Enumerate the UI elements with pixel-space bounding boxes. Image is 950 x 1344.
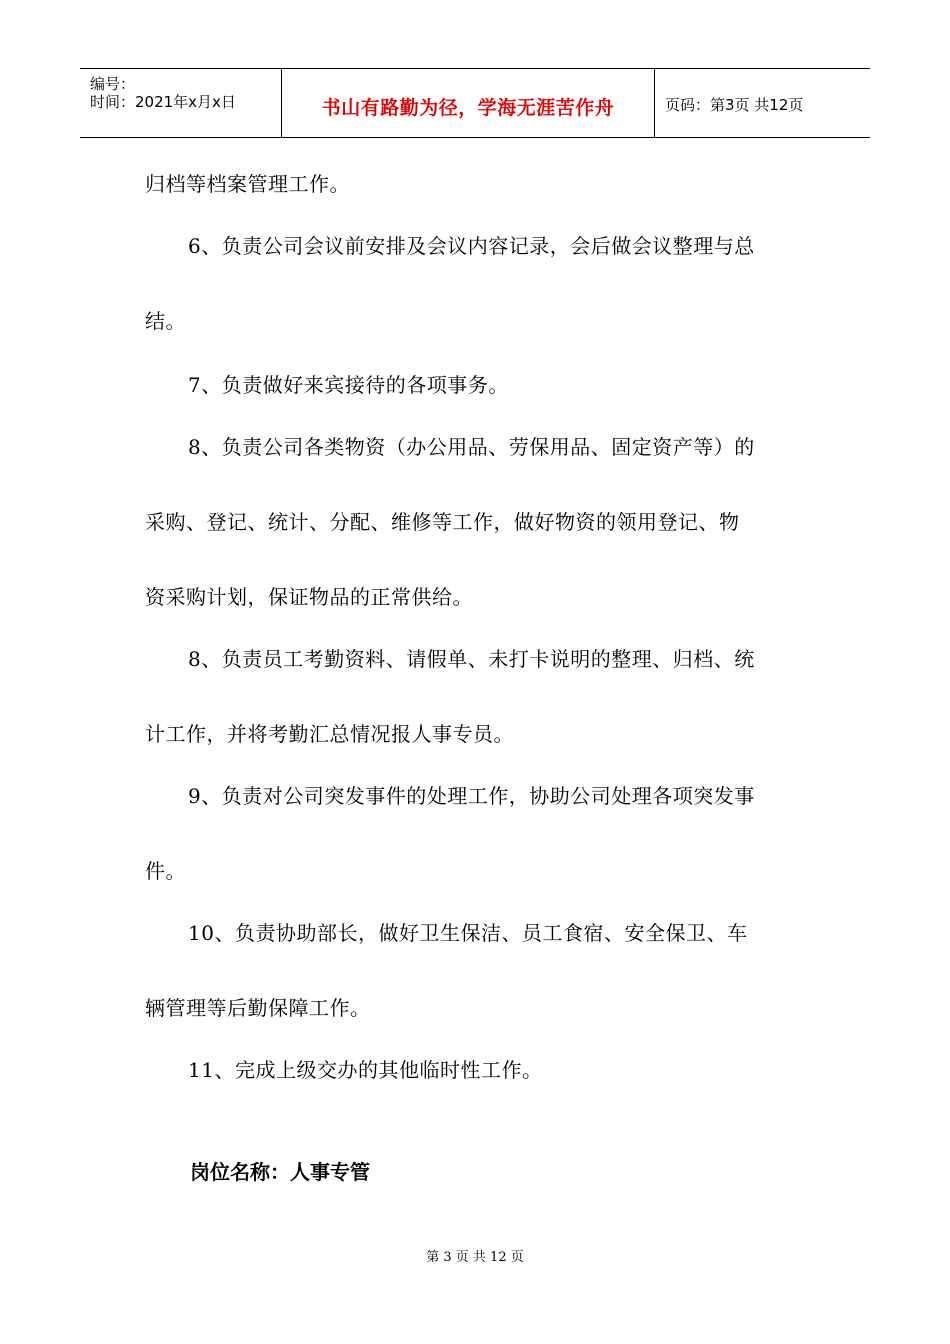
body-line: 8、负责公司各类物资（办公用品、劳保用品、固定资产等）的 (188, 435, 755, 459)
body-line: 资采购计划，保证物品的正常供给。 (145, 585, 473, 609)
body-line: 8、负责员工考勤资料、请假单、未打卡说明的整理、归档、统 (188, 647, 755, 671)
header-page-cell (655, 69, 870, 137)
body-line: 归档等档案管理工作。 (145, 172, 350, 196)
body-line: 结。 (145, 309, 186, 333)
body-line: 11、完成上级交办的其他临时性工作。 (188, 1058, 543, 1082)
document-number-label: 编号： (90, 75, 136, 93)
body-line: 辆管理等后勤保障工作。 (145, 996, 371, 1020)
page-footer: 第 3 页 共 12 页 (426, 1250, 524, 1265)
body-line: 9、负责对公司突发事件的处理工作，协助公司处理各项突发事 (188, 784, 755, 808)
header-meta-cell (80, 69, 282, 137)
header-motto-cell (282, 69, 655, 137)
header-page-number: 页码：第3页 共12页 (665, 96, 804, 114)
body-line: 件。 (145, 859, 186, 883)
body-line: 计工作，并将考勤汇总情况报人事专员。 (145, 722, 514, 746)
body-line: 6、负责公司会议前安排及会议内容记录，会后做会议整理与总 (188, 234, 755, 258)
document-date-label: 时间：2021年x月x日 (90, 93, 236, 111)
body-line: 7、负责做好来宾接待的各项事务。 (188, 373, 509, 397)
section-heading: 岗位名称：人事专管 (190, 1160, 370, 1184)
page-header (80, 68, 870, 138)
body-line: 采购、登记、统计、分配、维修等工作，做好物资的领用登记、物 (145, 510, 740, 534)
header-motto: 书山有路勤为径，学海无涯苦作舟 (321, 97, 615, 119)
body-line: 10、负责协助部长，做好卫生保洁、员工食宿、安全保卫、车 (188, 921, 748, 945)
